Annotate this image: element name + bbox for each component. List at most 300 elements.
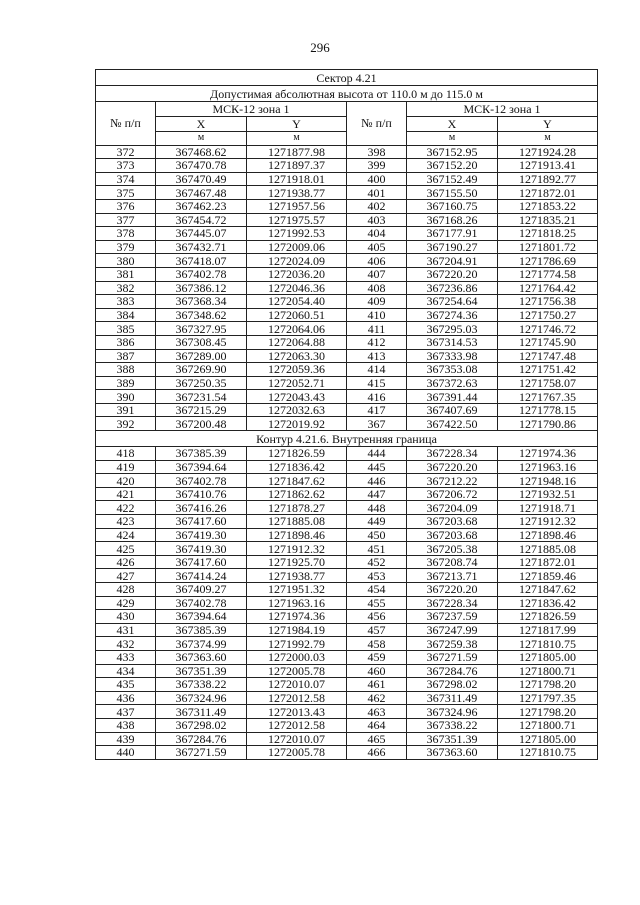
point-number-left: 431 — [96, 623, 156, 637]
point-number-left: 374 — [96, 172, 156, 186]
point-number-left: 437 — [96, 705, 156, 719]
y-value-right: 1271774.58 — [498, 267, 598, 281]
point-number-left: 428 — [96, 583, 156, 597]
point-number-right: 410 — [347, 308, 407, 322]
point-number-left: 440 — [96, 746, 156, 760]
y-value-left: 1272060.51 — [247, 308, 347, 322]
x-value-right: 367203.68 — [407, 515, 498, 529]
point-number-left: 425 — [96, 542, 156, 556]
x-value-left: 367418.07 — [156, 254, 247, 268]
y-value-left: 1272064.88 — [247, 335, 347, 349]
x-value-right: 367212.22 — [407, 474, 498, 488]
point-number-right: 445 — [347, 460, 407, 474]
x-value-left: 367215.29 — [156, 403, 247, 417]
x-value-left: 367338.22 — [156, 678, 247, 692]
point-number-right: 454 — [347, 583, 407, 597]
x-value-left: 367385.39 — [156, 447, 247, 461]
point-number-right: 413 — [347, 349, 407, 363]
point-number-right: 457 — [347, 623, 407, 637]
point-number-right: 408 — [347, 281, 407, 295]
y-value-left: 1271826.59 — [247, 447, 347, 461]
y-value-right: 1271800.71 — [498, 718, 598, 732]
x-value-left: 367368.34 — [156, 295, 247, 309]
table-row — [96, 390, 598, 404]
point-number-left: 419 — [96, 460, 156, 474]
x-value-left: 367467.48 — [156, 186, 247, 200]
point-number-left: 433 — [96, 650, 156, 664]
y-value-right: 1271912.32 — [498, 515, 598, 529]
x-value-left: 367250.35 — [156, 376, 247, 390]
y-value-left: 1271897.37 — [247, 159, 347, 173]
x-value-right: 367205.38 — [407, 542, 498, 556]
y-value-right: 1271885.08 — [498, 542, 598, 556]
y-value-left: 1271898.46 — [247, 528, 347, 542]
x-value-right: 367324.96 — [407, 705, 498, 719]
x-value-left: 367419.30 — [156, 528, 247, 542]
point-number-right: 367 — [347, 417, 407, 431]
y-value-left: 1272024.09 — [247, 254, 347, 268]
x-value-right: 367363.60 — [407, 746, 498, 760]
x-value-right: 367236.86 — [407, 281, 498, 295]
column-header-number-left: № п/п — [96, 102, 156, 146]
point-number-left: 427 — [96, 569, 156, 583]
y-value-right: 1271805.00 — [498, 650, 598, 664]
x-value-left: 367445.07 — [156, 227, 247, 241]
table-row — [96, 501, 598, 515]
page-number: 296 — [310, 40, 330, 55]
point-number-right: 398 — [347, 145, 407, 159]
x-value-right: 367168.26 — [407, 213, 498, 227]
x-value-left: 367200.48 — [156, 417, 247, 431]
y-value-right: 1271826.59 — [498, 610, 598, 624]
x-value-left: 367417.60 — [156, 555, 247, 569]
y-value-left: 1272052.71 — [247, 376, 347, 390]
y-value-left: 1272012.58 — [247, 691, 347, 705]
y-value-left: 1271992.53 — [247, 227, 347, 241]
unit-y-right: м — [498, 132, 598, 146]
point-number-left: 391 — [96, 403, 156, 417]
point-number-right: 406 — [347, 254, 407, 268]
x-value-right: 367284.76 — [407, 664, 498, 678]
x-value-right: 367177.91 — [407, 227, 498, 241]
y-value-right: 1271872.01 — [498, 555, 598, 569]
column-header-crs-right: МСК-12 зона 1 — [407, 102, 598, 117]
x-value-right: 367295.03 — [407, 322, 498, 336]
x-value-right: 367208.74 — [407, 555, 498, 569]
x-value-left: 367402.78 — [156, 596, 247, 610]
x-value-left: 367327.95 — [156, 322, 247, 336]
x-value-left: 367351.39 — [156, 664, 247, 678]
x-value-left: 367402.78 — [156, 267, 247, 281]
table-row — [96, 555, 598, 569]
table-row — [96, 281, 598, 295]
y-value-left: 1272036.20 — [247, 267, 347, 281]
column-header-x-right: X — [407, 117, 498, 132]
x-value-left: 367363.60 — [156, 650, 247, 664]
table-row — [96, 267, 598, 281]
x-value-right: 367391.44 — [407, 390, 498, 404]
point-number-left: 380 — [96, 254, 156, 268]
x-value-left: 367416.26 — [156, 501, 247, 515]
x-value-left: 367470.78 — [156, 159, 247, 173]
point-number-right: 399 — [347, 159, 407, 173]
y-value-right: 1271756.38 — [498, 295, 598, 309]
unit-x-left: м — [156, 132, 247, 146]
point-number-right: 453 — [347, 569, 407, 583]
x-value-left: 367348.62 — [156, 308, 247, 322]
point-number-left: 382 — [96, 281, 156, 295]
table-row — [96, 308, 598, 322]
unit-y-left: м — [247, 132, 347, 146]
x-value-right: 367190.27 — [407, 240, 498, 254]
y-value-right: 1271810.75 — [498, 746, 598, 760]
y-value-right: 1271963.16 — [498, 460, 598, 474]
table-row — [96, 254, 598, 268]
table-row — [96, 447, 598, 461]
table-row — [96, 705, 598, 719]
x-value-right: 367271.59 — [407, 650, 498, 664]
y-value-right: 1271797.35 — [498, 691, 598, 705]
y-value-left: 1272005.78 — [247, 664, 347, 678]
point-number-right: 402 — [347, 199, 407, 213]
table-row — [96, 583, 598, 597]
point-number-left: 432 — [96, 637, 156, 651]
table-row — [96, 610, 598, 624]
x-value-right: 367152.95 — [407, 145, 498, 159]
x-value-left: 367284.76 — [156, 732, 247, 746]
point-number-left: 372 — [96, 145, 156, 159]
x-value-right: 367314.53 — [407, 335, 498, 349]
point-number-left: 422 — [96, 501, 156, 515]
table-row — [96, 295, 598, 309]
x-value-left: 367308.45 — [156, 335, 247, 349]
x-value-right: 367204.91 — [407, 254, 498, 268]
y-value-right: 1271913.41 — [498, 159, 598, 173]
table-row — [96, 596, 598, 610]
y-value-left: 1271963.16 — [247, 596, 347, 610]
point-number-left: 373 — [96, 159, 156, 173]
y-value-right: 1271847.62 — [498, 583, 598, 597]
x-value-right: 367254.64 — [407, 295, 498, 309]
y-value-right: 1271924.28 — [498, 145, 598, 159]
point-number-right: 411 — [347, 322, 407, 336]
point-number-right: 414 — [347, 363, 407, 377]
x-value-right: 367152.49 — [407, 172, 498, 186]
y-value-left: 1271925.70 — [247, 555, 347, 569]
point-number-right: 404 — [347, 227, 407, 241]
x-value-right: 367372.63 — [407, 376, 498, 390]
table-row — [96, 650, 598, 664]
point-number-left: 421 — [96, 487, 156, 501]
x-value-left: 367385.39 — [156, 623, 247, 637]
table-row — [96, 623, 598, 637]
y-value-right: 1271800.71 — [498, 664, 598, 678]
x-value-left: 367454.72 — [156, 213, 247, 227]
table-row — [96, 637, 598, 651]
column-header-x-left: X — [156, 117, 247, 132]
point-number-left: 418 — [96, 447, 156, 461]
table-row — [96, 528, 598, 542]
point-number-right: 448 — [347, 501, 407, 515]
y-value-right: 1271801.72 — [498, 240, 598, 254]
y-value-left: 1272013.43 — [247, 705, 347, 719]
table-row — [96, 718, 598, 732]
y-value-right: 1271767.35 — [498, 390, 598, 404]
point-number-right: 415 — [347, 376, 407, 390]
y-value-right: 1271818.25 — [498, 227, 598, 241]
point-number-left: 420 — [96, 474, 156, 488]
y-value-right: 1271805.00 — [498, 732, 598, 746]
table-row — [96, 746, 598, 760]
point-number-left: 430 — [96, 610, 156, 624]
x-value-left: 367414.24 — [156, 569, 247, 583]
y-value-left: 1271836.42 — [247, 460, 347, 474]
x-value-left: 367271.59 — [156, 746, 247, 760]
table-row — [96, 487, 598, 501]
point-number-right: 463 — [347, 705, 407, 719]
point-number-right: 455 — [347, 596, 407, 610]
table-row — [96, 376, 598, 390]
y-value-right: 1271747.48 — [498, 349, 598, 363]
column-header-number-right: № п/п — [347, 102, 407, 146]
x-value-left: 367231.54 — [156, 390, 247, 404]
point-number-left: 384 — [96, 308, 156, 322]
x-value-left: 367324.96 — [156, 691, 247, 705]
point-number-left: 436 — [96, 691, 156, 705]
point-number-right: 466 — [347, 746, 407, 760]
y-value-left: 1271974.36 — [247, 610, 347, 624]
point-number-right: 451 — [347, 542, 407, 556]
x-value-left: 367462.23 — [156, 199, 247, 213]
coordinates-table — [95, 69, 598, 760]
x-value-left: 367374.99 — [156, 637, 247, 651]
y-value-right: 1271758.07 — [498, 376, 598, 390]
point-number-right: 446 — [347, 474, 407, 488]
y-value-left: 1272054.40 — [247, 295, 347, 309]
point-number-left: 388 — [96, 363, 156, 377]
height-note: Допустимая абсолютная высота от 110.0 м до 115.0 м — [96, 86, 598, 102]
x-value-right: 367422.50 — [407, 417, 498, 431]
x-value-right: 367220.20 — [407, 583, 498, 597]
y-value-left: 1271847.62 — [247, 474, 347, 488]
y-value-right: 1271751.42 — [498, 363, 598, 377]
point-number-right: 416 — [347, 390, 407, 404]
point-number-right: 460 — [347, 664, 407, 678]
point-number-left: 375 — [96, 186, 156, 200]
section1-rows — [96, 145, 598, 430]
point-number-right: 409 — [347, 295, 407, 309]
y-value-left: 1272043.43 — [247, 390, 347, 404]
x-value-left: 367298.02 — [156, 718, 247, 732]
table-row — [96, 199, 598, 213]
x-value-right: 367206.72 — [407, 487, 498, 501]
x-value-left: 367311.49 — [156, 705, 247, 719]
y-value-left: 1271984.19 — [247, 623, 347, 637]
y-value-right: 1271918.71 — [498, 501, 598, 515]
point-number-left: 423 — [96, 515, 156, 529]
y-value-right: 1271746.72 — [498, 322, 598, 336]
table-row — [96, 172, 598, 186]
y-value-right: 1271974.36 — [498, 447, 598, 461]
y-value-left: 1271918.01 — [247, 172, 347, 186]
point-number-left: 439 — [96, 732, 156, 746]
table-row — [96, 460, 598, 474]
point-number-left: 387 — [96, 349, 156, 363]
y-value-left: 1271912.32 — [247, 542, 347, 556]
y-value-left: 1272005.78 — [247, 746, 347, 760]
y-value-right: 1271810.75 — [498, 637, 598, 651]
y-value-left: 1272012.58 — [247, 718, 347, 732]
x-value-left: 367419.30 — [156, 542, 247, 556]
x-value-right: 367160.75 — [407, 199, 498, 213]
x-value-right: 367333.98 — [407, 349, 498, 363]
y-value-left: 1272009.06 — [247, 240, 347, 254]
point-number-right: 405 — [347, 240, 407, 254]
x-value-right: 367259.38 — [407, 637, 498, 651]
x-value-right: 367311.49 — [407, 691, 498, 705]
x-value-left: 367432.71 — [156, 240, 247, 254]
y-value-left: 1271877.98 — [247, 145, 347, 159]
point-number-right: 458 — [347, 637, 407, 651]
y-value-right: 1271835.21 — [498, 213, 598, 227]
y-value-right: 1271872.01 — [498, 186, 598, 200]
y-value-left: 1271885.08 — [247, 515, 347, 529]
x-value-right: 367228.34 — [407, 596, 498, 610]
x-value-right: 367152.20 — [407, 159, 498, 173]
table-row — [96, 474, 598, 488]
y-value-left: 1271992.79 — [247, 637, 347, 651]
table-row — [96, 403, 598, 417]
point-number-right: 459 — [347, 650, 407, 664]
table-row — [96, 542, 598, 556]
y-value-left: 1272032.63 — [247, 403, 347, 417]
table-row — [96, 349, 598, 363]
x-value-right: 367338.22 — [407, 718, 498, 732]
x-value-left: 367470.49 — [156, 172, 247, 186]
section2-rows — [96, 447, 598, 760]
x-value-left: 367468.62 — [156, 145, 247, 159]
y-value-left: 1272019.92 — [247, 417, 347, 431]
y-value-left: 1271878.27 — [247, 501, 347, 515]
y-value-left: 1272000.03 — [247, 650, 347, 664]
point-number-right: 403 — [347, 213, 407, 227]
x-value-right: 367353.08 — [407, 363, 498, 377]
point-number-left: 434 — [96, 664, 156, 678]
table-row — [96, 335, 598, 349]
table-row — [96, 515, 598, 529]
x-value-right: 367274.36 — [407, 308, 498, 322]
point-number-left: 376 — [96, 199, 156, 213]
y-value-right: 1271778.15 — [498, 403, 598, 417]
table-row — [96, 417, 598, 431]
point-number-left: 438 — [96, 718, 156, 732]
table-row — [96, 240, 598, 254]
y-value-right: 1271817.99 — [498, 623, 598, 637]
table-row — [96, 322, 598, 336]
y-value-right: 1271948.16 — [498, 474, 598, 488]
point-number-right: 461 — [347, 678, 407, 692]
point-number-left: 385 — [96, 322, 156, 336]
y-value-right: 1271932.51 — [498, 487, 598, 501]
y-value-left: 1272046.36 — [247, 281, 347, 295]
y-value-left: 1271938.77 — [247, 186, 347, 200]
y-value-right: 1271853.22 — [498, 199, 598, 213]
x-value-right: 367204.09 — [407, 501, 498, 515]
y-value-right: 1271764.42 — [498, 281, 598, 295]
table-row — [96, 569, 598, 583]
point-number-left: 429 — [96, 596, 156, 610]
y-value-right: 1271898.46 — [498, 528, 598, 542]
point-number-left: 377 — [96, 213, 156, 227]
table-row — [96, 227, 598, 241]
x-value-left: 367409.27 — [156, 583, 247, 597]
y-value-left: 1272059.36 — [247, 363, 347, 377]
y-value-left: 1272064.06 — [247, 322, 347, 336]
point-number-left: 390 — [96, 390, 156, 404]
y-value-right: 1271790.86 — [498, 417, 598, 431]
x-value-right: 367213.71 — [407, 569, 498, 583]
y-value-left: 1271862.62 — [247, 487, 347, 501]
point-number-left: 383 — [96, 295, 156, 309]
point-number-left: 378 — [96, 227, 156, 241]
point-number-right: 444 — [347, 447, 407, 461]
y-value-right: 1271745.90 — [498, 335, 598, 349]
y-value-left: 1271975.57 — [247, 213, 347, 227]
x-value-right: 367203.68 — [407, 528, 498, 542]
point-number-left: 426 — [96, 555, 156, 569]
point-number-right: 400 — [347, 172, 407, 186]
point-number-right: 449 — [347, 515, 407, 529]
table-row — [96, 145, 598, 159]
x-value-left: 367386.12 — [156, 281, 247, 295]
x-value-right: 367407.69 — [407, 403, 498, 417]
x-value-right: 367298.02 — [407, 678, 498, 692]
x-value-left: 367269.90 — [156, 363, 247, 377]
x-value-right: 367237.59 — [407, 610, 498, 624]
point-number-right: 450 — [347, 528, 407, 542]
point-number-left: 392 — [96, 417, 156, 431]
y-value-right: 1271892.77 — [498, 172, 598, 186]
x-value-left: 367394.64 — [156, 460, 247, 474]
point-number-right: 462 — [347, 691, 407, 705]
y-value-left: 1271957.56 — [247, 199, 347, 213]
table-row — [96, 664, 598, 678]
table-row — [96, 186, 598, 200]
column-header-y-left: Y — [247, 117, 347, 132]
x-value-right: 367228.34 — [407, 447, 498, 461]
y-value-left: 1272010.07 — [247, 732, 347, 746]
column-header-y-right: Y — [498, 117, 598, 132]
x-value-right: 367351.39 — [407, 732, 498, 746]
table-row — [96, 213, 598, 227]
point-number-right: 407 — [347, 267, 407, 281]
table-row — [96, 691, 598, 705]
point-number-left: 379 — [96, 240, 156, 254]
point-number-right: 417 — [347, 403, 407, 417]
point-number-right: 456 — [347, 610, 407, 624]
point-number-right: 401 — [347, 186, 407, 200]
x-value-right: 367220.20 — [407, 460, 498, 474]
point-number-right: 465 — [347, 732, 407, 746]
y-value-right: 1271836.42 — [498, 596, 598, 610]
point-number-right: 447 — [347, 487, 407, 501]
x-value-left: 367289.00 — [156, 349, 247, 363]
y-value-left: 1271951.32 — [247, 583, 347, 597]
table-row — [96, 363, 598, 377]
section2-title: Контур 4.21.6. Внутренняя граница — [96, 431, 598, 447]
unit-x-right: м — [407, 132, 498, 146]
point-number-right: 452 — [347, 555, 407, 569]
